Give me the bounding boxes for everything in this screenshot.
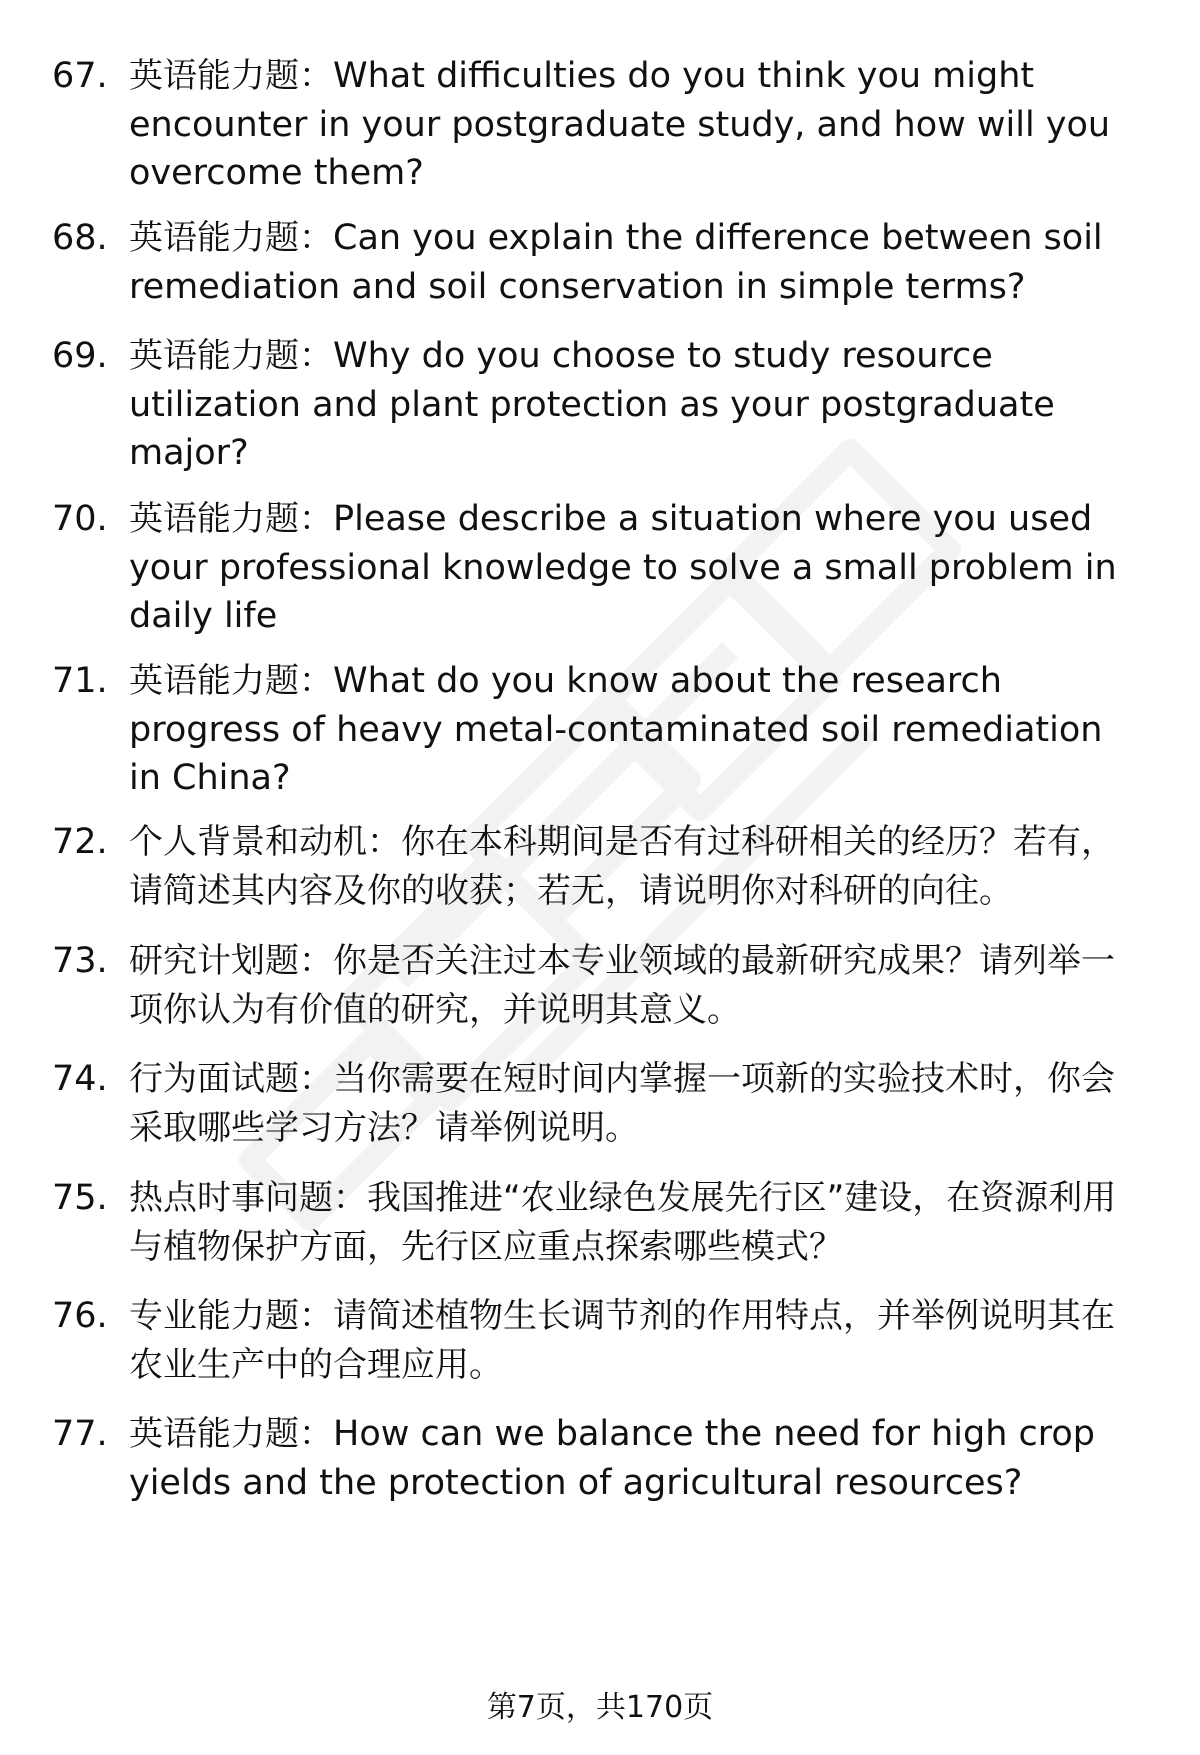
- question-content: 你是否关注过本专业领域的最新研究成果？请列举一项你认为有价值的研究，并说明其意义。: [129, 941, 1115, 1030]
- question-number: 68.: [52, 218, 108, 258]
- question-content: 当你需要在短时间内掌握一项新的实验技术时，你会采取哪些学习方法？请举例说明。: [129, 1059, 1115, 1148]
- question-content: 你在本科期间是否有过科研相关的经历？若有，请简述其内容及你的收获；若无，请说明你对科研的向往。: [129, 822, 1115, 911]
- question-category: 热点时事问题：: [129, 1178, 367, 1218]
- question-text: [129, 1055, 1139, 1152]
- question-content: 请简述植物生长调节剂的作用特点，并举例说明其在农业生产中的合理应用。: [129, 1296, 1115, 1385]
- question-category: 英语能力题：: [129, 499, 333, 539]
- question-number: 69.: [52, 336, 108, 376]
- question-category: 英语能力题：: [129, 661, 333, 701]
- question-content: Can you explain the difference between soil remediation and soil conservation in simple terms?: [129, 218, 1103, 307]
- question-category: 英语能力题：: [129, 336, 333, 376]
- question-number: 74.: [52, 1059, 108, 1099]
- question-category: 行为面试题：: [129, 1059, 333, 1099]
- question-number: 67.: [52, 56, 108, 96]
- question-text: [129, 1410, 1139, 1507]
- question-number: 76.: [52, 1296, 108, 1336]
- question-text: [129, 52, 1139, 198]
- question-category: 专业能力题：: [129, 1296, 333, 1336]
- question-content: What do you know about the research progress of heavy metal-contaminated soil remediation in China?: [129, 661, 1103, 798]
- question-category: 个人背景和动机：: [129, 822, 401, 862]
- question-category: 英语能力题：: [129, 218, 333, 258]
- question-text: [129, 818, 1139, 915]
- question-content: Why do you choose to study resource utilization and plant protection as your postgraduate major?: [129, 336, 1055, 473]
- question-text: [129, 495, 1139, 641]
- question-number: 70.: [52, 499, 108, 539]
- question-category: 英语能力题：: [129, 56, 333, 96]
- question-number: 73.: [52, 941, 108, 981]
- question-content: 我国推进“农业绿色发展先行区”建设，在资源利用与植物保护方面，先行区应重点探索哪些模式？: [129, 1178, 1117, 1267]
- question-text: [129, 332, 1139, 478]
- question-text: [129, 1292, 1139, 1389]
- question-number: 75.: [52, 1178, 108, 1218]
- question-content: What difficulties do you think you might encounter in your postgraduate study, and how will you overcome them?: [129, 56, 1111, 193]
- page-indicator: 第7页，共170页: [486, 1690, 714, 1725]
- question-text: [129, 214, 1139, 311]
- question-number: 71.: [52, 661, 108, 701]
- question-text: [129, 937, 1139, 1034]
- question-number: 72.: [52, 822, 108, 862]
- question-content: Please describe a situation where you used your professional knowledge to solve a small problem in daily life: [129, 499, 1117, 636]
- question-category: 研究计划题：: [129, 941, 333, 981]
- question-text: [129, 657, 1139, 803]
- question-category: 英语能力题：: [129, 1414, 333, 1454]
- question-content: How can we balance the need for high crop yields and the protection of agricultural resources?: [129, 1414, 1096, 1503]
- question-text: [129, 1174, 1139, 1271]
- question-number: 77.: [52, 1414, 108, 1454]
